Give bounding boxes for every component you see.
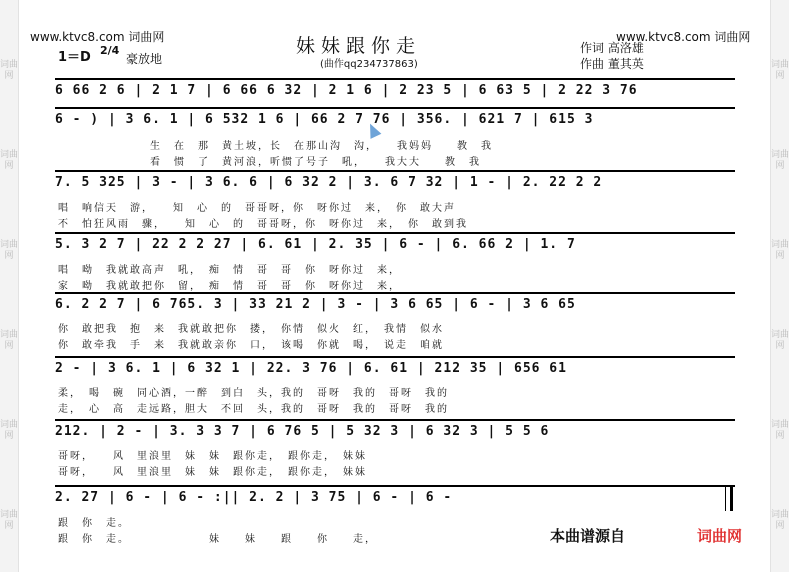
lyric-line: 你 敢牵我 手 来 我就敢亲你 口， 该喝 你就 喝， 说走 咱就 [58, 340, 444, 351]
lyric-line: 唱 呦 我就敢高声 吼， 痴 情 哥 哥 你 呀你过 来， [58, 265, 401, 276]
lyric-line: 生 在 那 黄土坡，长 在那山沟 沟， 我妈妈 教 我 [150, 141, 493, 152]
notation-row: 2. 27 | 6 - | 6 - :|| 2. 2 | 3 75 | 6 - | 6 - [55, 485, 735, 510]
notation-row: 7. 5 325 | 3 - | 3 6. 6 | 6 32 2 | 3. 6 7 32 | 1 - | 2. 22 2 2 [55, 170, 735, 195]
lyric-line: 跟 你 走。 [58, 518, 130, 529]
key-signature: 1＝D [58, 50, 91, 65]
watermark-text: 词曲网 [0, 60, 19, 81]
watermark-text: 词曲网 [771, 330, 789, 351]
lyric-line: 跟 你 走。 妹 妹 跟 你 走， [58, 534, 377, 545]
tempo-marking: 豪放地 [126, 52, 163, 66]
notation-row: 6 - ) | 3 6. 1 | 6 532 1 6 | 66 2 7 76 | 356. | 621 7 | 615 3 [55, 107, 735, 132]
final-barline-thin [725, 487, 726, 511]
watermark-text: 词曲网 [0, 510, 19, 531]
song-title: 妹妹跟你走 [296, 35, 422, 57]
source-label: 本曲谱源自 [550, 527, 626, 545]
watermark-text: 词曲网 [0, 150, 19, 171]
lyric-line: 走， 心 高 走远路，胆大 不回 头，我的 哥呀 我的 哥呀 我的 [58, 404, 449, 415]
lyric-line: 柔， 喝 碗 同心酒，一醉 到白 头，我的 哥呀 我的 哥呀 我的 [58, 388, 449, 399]
notation-row: 212. | 2 - | 3. 3 3 7 | 6 76 5 | 5 32 3 | 6 32 3 | 5 5 6 [55, 419, 735, 444]
watermark-text: 词曲网 [771, 510, 789, 531]
lyric-line: 不 怕狂风雨 骤， 知 心 的 哥哥呀，你 呀你过 来， 你 敢到我 [58, 219, 468, 230]
notation-row: 6. 2 2 7 | 6 765. 3 | 33 21 2 | 3 - | 3 6 65 | 6 - | 3 6 65 [55, 292, 735, 317]
watermark-text: 词曲网 [771, 420, 789, 441]
watermark-text: 词曲网 [771, 240, 789, 261]
time-signature: 2/4 [100, 44, 120, 57]
site-url-left: www.ktvc8.com 词曲网 [30, 30, 165, 44]
lyric-line: 你 敢把我 抱 来 我就敢把你 搂， 你情 似火 红， 我情 似水 [58, 324, 444, 335]
brand-logo-text: 词曲网 [697, 527, 743, 545]
lyric-line: 家 呦 我就敢把你 留， 痴 情 哥 哥 你 呀你过 来， [58, 281, 401, 292]
left-watermark-band [0, 0, 19, 572]
lyric-line: 哥呀， 风 里浪里 妹 妹 跟你走， 跟你走， 妹妹 [58, 467, 367, 478]
right-watermark-band [770, 0, 789, 572]
composer-credit: 作曲 董其英 [580, 57, 644, 71]
notation-row: 2 - | 3 6. 1 | 6 32 1 | 22. 3 76 | 6. 61 | 212 35 | 656 61 [55, 356, 735, 381]
watermark-text: 词曲网 [771, 60, 789, 81]
watermark-text: 词曲网 [0, 420, 19, 441]
lyric-line: 看 惯 了 黄河浪，听惯了号子 吼， 我大大 教 我 [150, 157, 481, 168]
final-barline [730, 487, 733, 511]
lyric-line: 唱 响信天 游， 知 心 的 哥哥呀，你 呀你过 来， 你 敢大声 [58, 203, 456, 214]
watermark-text: 词曲网 [0, 330, 19, 351]
watermark-text: 词曲网 [771, 150, 789, 171]
notation-row: 5. 3 2 7 | 22 2 2 27 | 6. 61 | 2. 35 | 6 - | 6. 66 2 | 1. 7 [55, 232, 735, 257]
lyricist-credit: 作词 高洛雄 [580, 41, 644, 55]
site-url-right: www.ktvc8.com 词曲网 [616, 30, 751, 44]
lyric-line: 哥呀， 风 里浪里 妹 妹 跟你走， 跟你走， 妹妹 [58, 451, 367, 462]
song-subtitle: (曲作qq234737863) [320, 59, 418, 70]
watermark-text: 词曲网 [0, 240, 19, 261]
notation-row: 6 66 2 6 | 2 1 7 | 6 66 6 32 | 2 1 6 | 2 23 5 | 6 63 5 | 2 22 3 76 [55, 78, 735, 103]
